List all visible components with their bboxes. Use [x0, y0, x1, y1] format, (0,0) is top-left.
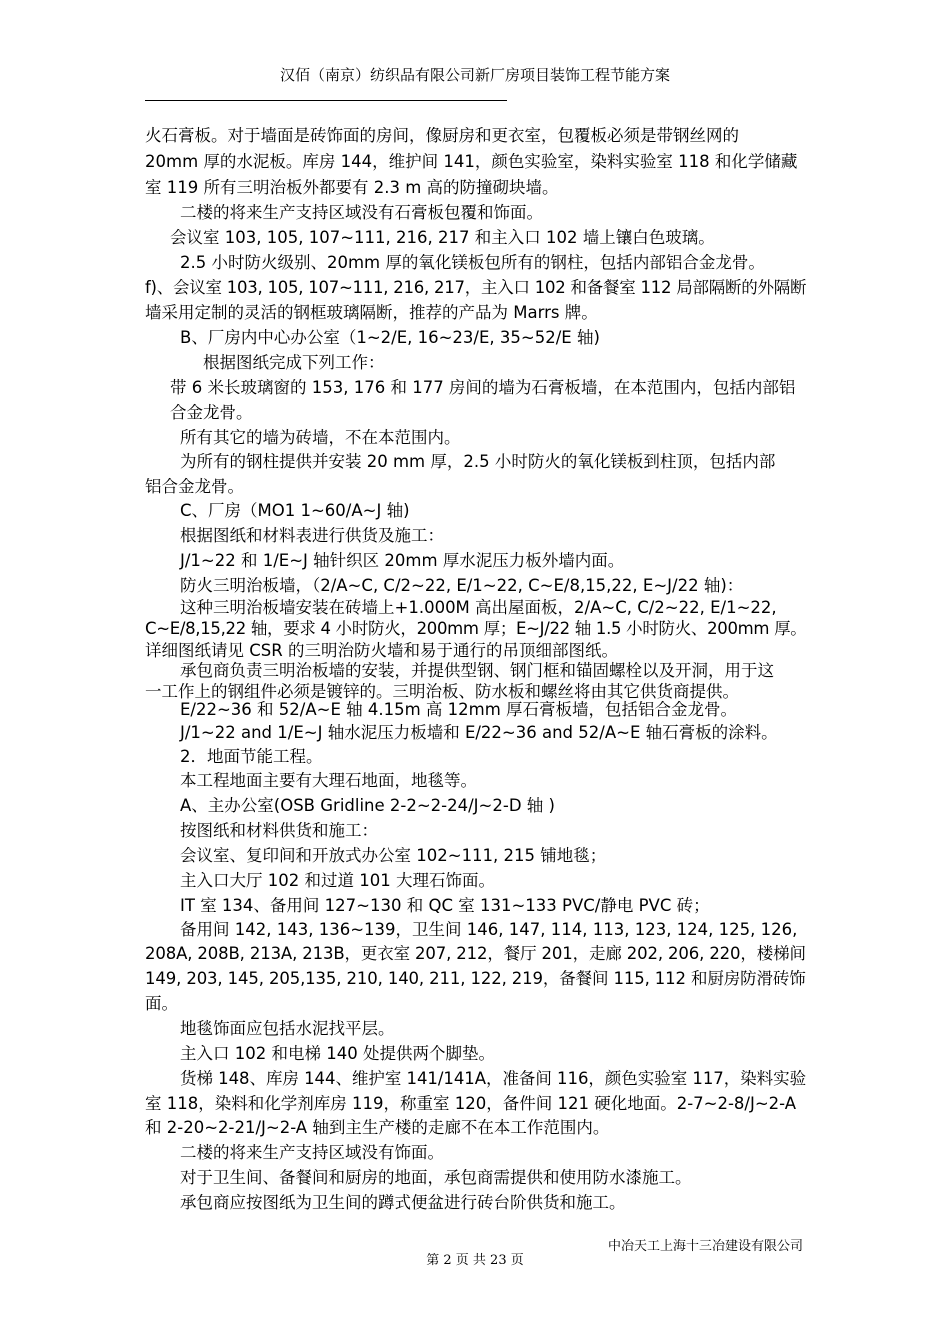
text-line: 20mm 厚的水泥板。库房 144，维护间 141，颜色实验室，染料实验室 118 和化学储藏 — [145, 152, 798, 171]
footer-company: 中冶天工上海十三冶建设有限公司 — [608, 1239, 804, 1254]
text-line: 承包商负责三明治板墙的安装，并提供型钢、钢门框和锚固螺栓以及开洞，用于这 — [180, 661, 774, 680]
text-line: 根据图纸完成下列工作： — [203, 353, 385, 372]
text-line: 会议室、复印间和开放式办公室 102~111, 215 铺地毯； — [180, 846, 607, 865]
text-line: 208A, 208B, 213A, 213B，更衣室 207, 212，餐厅 201，走廊 202, 206, 220，楼梯间 — [145, 944, 806, 963]
text-line: J/1~22 and 1/E~J 轴水泥压力板墙和 E/22~36 and 52/A~E 轴石膏板的涂料。 — [180, 723, 778, 742]
text-line: B、厂房内中心办公室（1~2/E, 16~23/E, 35~52/E 轴) — [180, 328, 600, 347]
page-header-title: 汉佰（南京）纺织品有限公司新厂房项目装饰工程节能方案 — [279, 66, 670, 84]
text-line: E/22~36 和 52/A~E 轴 4.15m 高 12mm 厚石膏板墙，包括铝合金龙骨。 — [180, 700, 738, 719]
text-line: 会议室 103, 105, 107~111, 216, 217 和主入口 102 墙上镶白色玻璃。 — [170, 228, 715, 247]
text-line: J/1~22 和 1/E~J 轴针织区 20mm 厚水泥压力板外墙内面。 — [180, 551, 625, 570]
text-line: 主入口大厅 102 和过道 101 大理石饰面。 — [180, 871, 495, 890]
text-line: IT 室 134、备用间 127~130 和 QC 室 131~133 PVC/静电 PVC 砖； — [180, 896, 710, 915]
text-line: 室 118，染料和化学剂库房 119，称重室 120，备件间 121 硬化地面。2-7~2-8/J~2-A — [145, 1094, 797, 1113]
text-line: 所有其它的墙为砖墙，不在本范围内。 — [180, 428, 461, 447]
text-line: C~E/8,15,22 轴，要求 4 小时防火，200mm 厚；E~J/22 轴 1.5 小时防火、200mm 厚。 — [145, 619, 807, 638]
text-line: 2．地面节能工程。 — [180, 747, 323, 766]
text-line: 货梯 148、库房 144、维护室 141/141A，准备间 116，颜色实验室 117，染料实验 — [180, 1069, 807, 1088]
text-line: 主入口 102 和电梯 140 处提供两个脚垫。 — [180, 1044, 495, 1063]
text-line: 详细图纸请见 CSR 的三明治防火墙和易于通行的吊顶细部图纸。 — [145, 641, 618, 660]
text-line: 带 6 米长玻璃窗的 153, 176 和 177 房间的墙为石膏板墙，在本范围内，包括内部铝 — [170, 378, 796, 397]
text-line: 地毯饰面应包括水泥找平层。 — [180, 1019, 395, 1038]
text-line: 这种三明治板墙安装在砖墙上+1.000M 高出屋面板，2/A~C, C/2~22, E/1~22, — [180, 598, 777, 617]
text-line: 对于卫生间、备餐间和厨房的地面，承包商需提供和使用防水漆施工。 — [180, 1168, 692, 1187]
text-line: 按图纸和材料供货和施工： — [180, 821, 378, 840]
text-line: 墙采用定制的灵活的钢框玻璃隔断，推荐的产品为 Marrs 牌。 — [145, 303, 598, 322]
text-line: 二楼的将来生产支持区域没有饰面。 — [180, 1143, 444, 1162]
text-line: 承包商应按图纸为卫生间的蹲式便盆进行砖台阶供货和施工。 — [180, 1193, 626, 1212]
text-line: 合金龙骨。 — [170, 403, 253, 422]
text-line: 本工程地面主要有大理石地面，地毯等。 — [180, 771, 477, 790]
text-line: A、主办公室(OSB Gridline 2-2~2-24/J~2-D 轴 ) — [180, 796, 555, 815]
text-line: C、厂房（MO1 1~60/A~J 轴) — [180, 501, 410, 520]
text-line: 面。 — [145, 994, 178, 1013]
text-line: 为所有的钢柱提供并安装 20 mm 厚，2.5 小时防火的氧化镁板到柱顶，包括内部 — [180, 452, 776, 471]
text-line: f)、会议室 103, 105, 107~111, 216, 217，主入口 102 和备餐室 112 局部隔断的外隔断 — [145, 278, 807, 297]
text-line: 室 119 所有三明治板外都要有 2.3 m 高的防撞砌块墙。 — [145, 178, 559, 197]
text-line: 二楼的将来生产支持区域没有石膏板包覆和饰面。 — [180, 203, 543, 222]
text-line: 根据图纸和材料表进行供货及施工： — [180, 526, 444, 545]
text-line: 防火三明治板墙，（2/A~C, C/2~22, E/1~22, C~E/8,15,22, E~J/22 轴)： — [180, 576, 744, 595]
header-divider — [145, 100, 507, 101]
text-line: 火石膏板。对于墙面是砖饰面的房间，像厨房和更衣室，包覆板必须是带钢丝网的 — [145, 126, 739, 145]
text-line: 备用间 142, 143, 136~139，卫生间 146, 147, 114, 113, 123, 124, 125, 126, — [180, 920, 798, 939]
text-line: 铝合金龙骨。 — [145, 477, 244, 496]
text-line: 149, 203, 145, 205,135, 210, 140, 211, 122, 219，备餐间 115, 112 和厨房防滑砖饰 — [145, 969, 806, 988]
text-line: 和 2-20~2-21/J~2-A 轴到主生产楼的走廊不在本工作范围内。 — [145, 1118, 610, 1137]
footer-page-number: 第 2 页 共 23 页 — [426, 1253, 524, 1268]
text-line: 一工作上的钢组件必须是镀锌的。三明治板、防水板和螺丝将由其它供货商提供。 — [145, 682, 739, 701]
text-line: 2.5 小时防火级别、20mm 厚的氧化镁板包所有的钢柱，包括内部铝合金龙骨。 — [180, 253, 765, 272]
